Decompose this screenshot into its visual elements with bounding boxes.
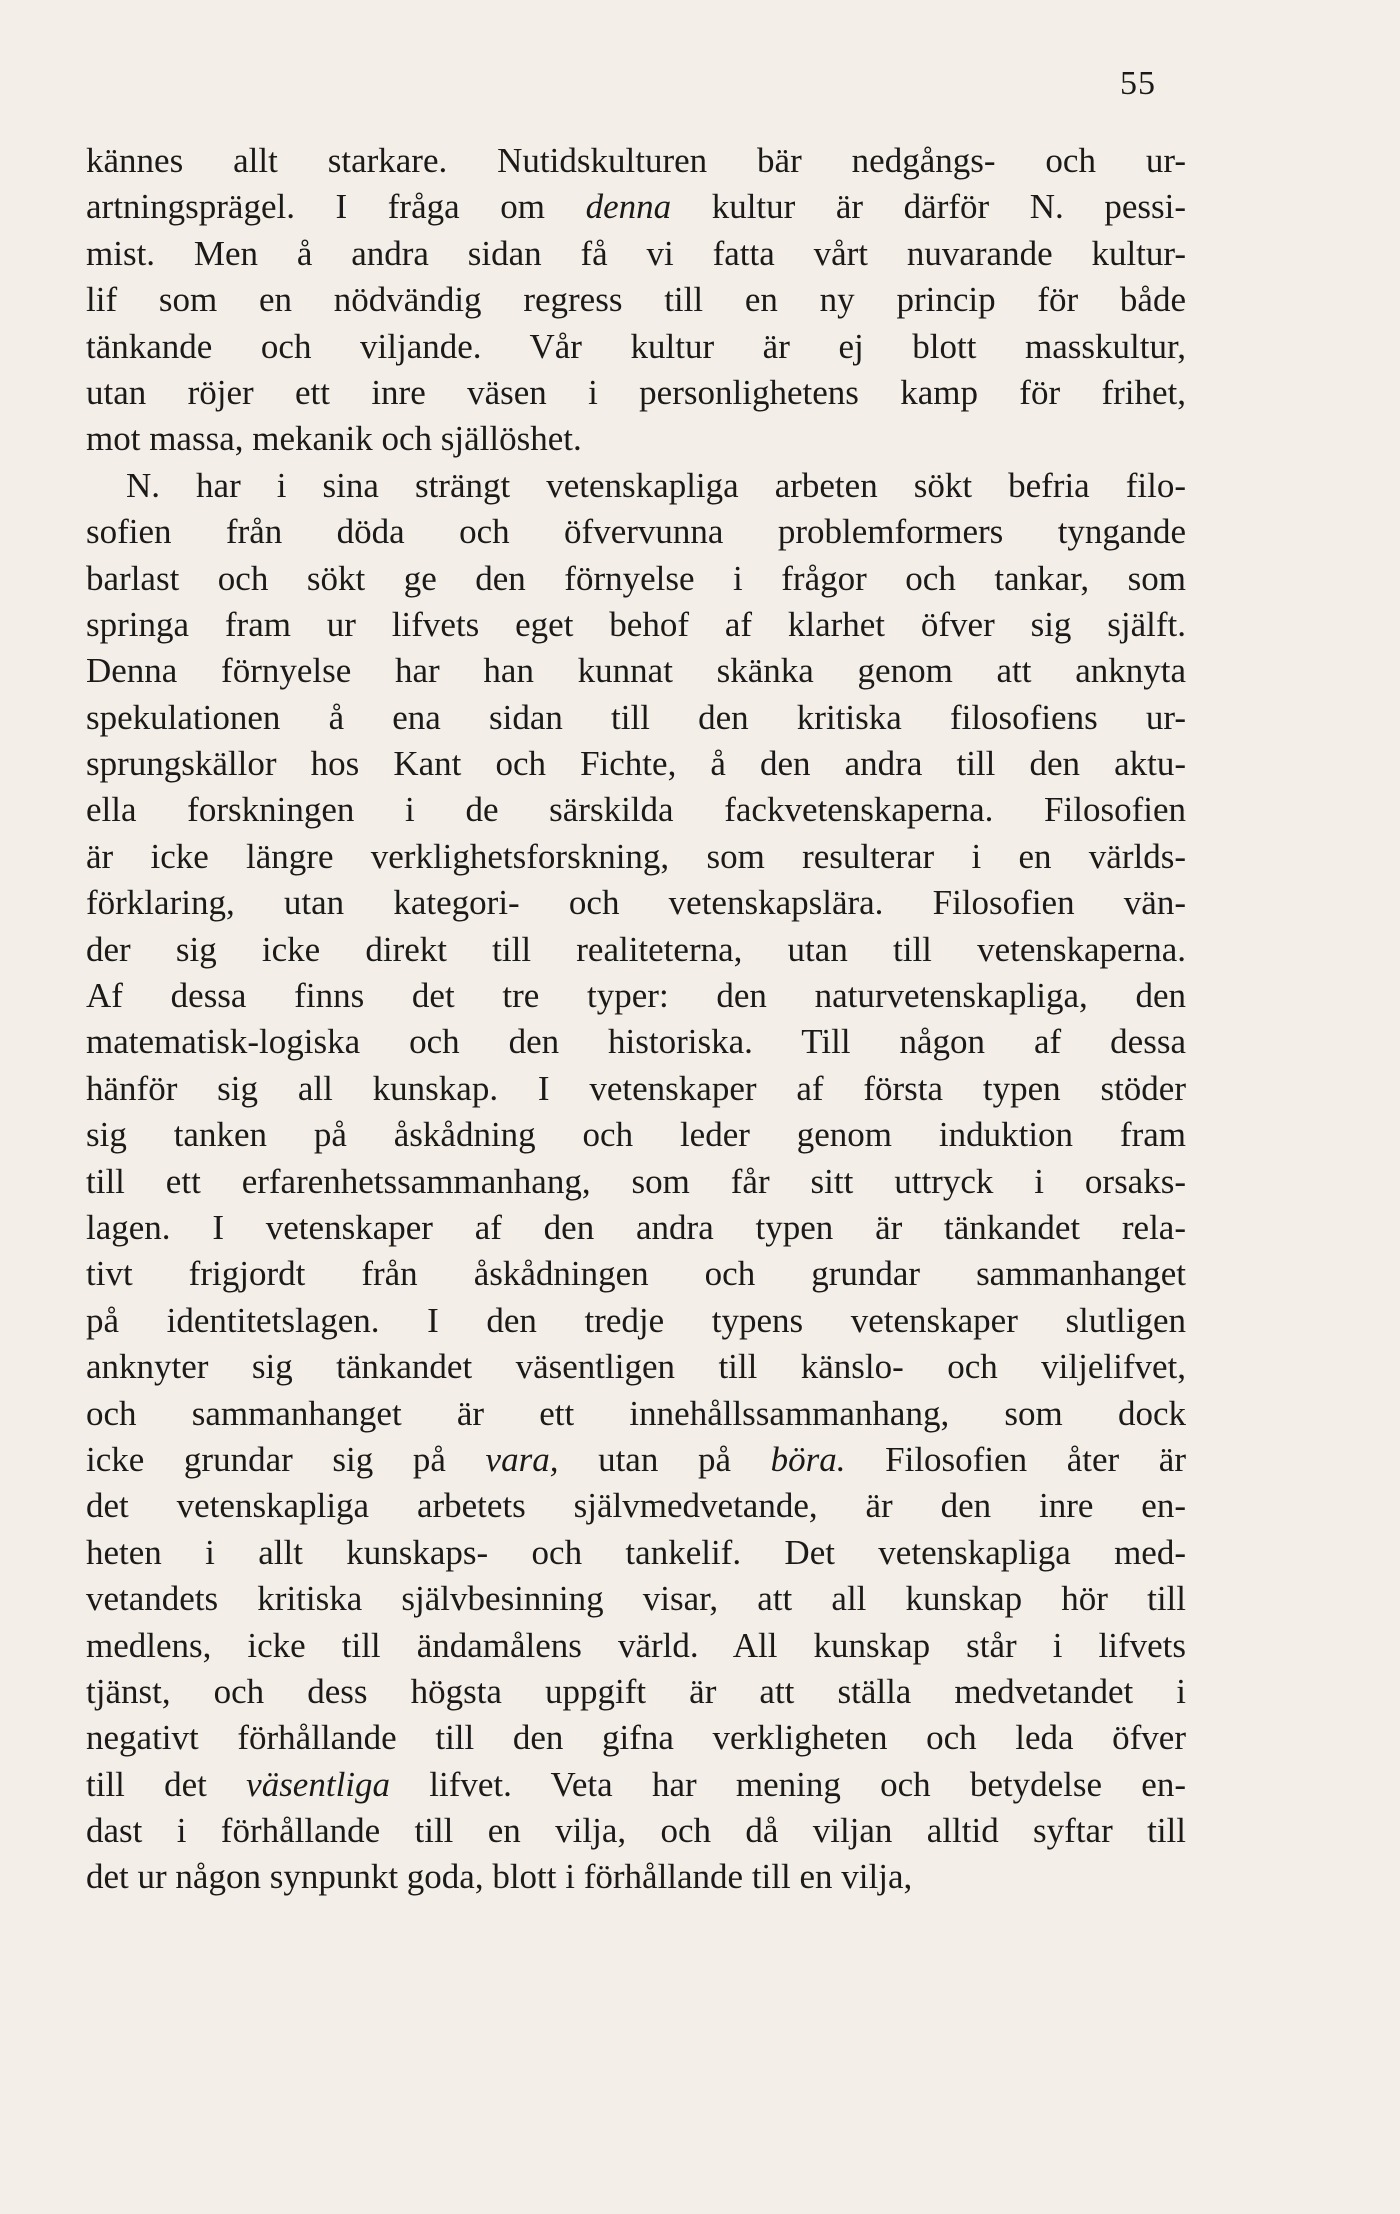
paragraph: [86, 463, 1186, 1901]
text-run: och sammanhanget är ett innehållssammanhang, som dock: [86, 1393, 1186, 1433]
text-line: [86, 1205, 1186, 1251]
text-line: [86, 1019, 1186, 1065]
text-line: [86, 184, 1186, 230]
text-run: Af dessa finns det tre typer: den naturvetenskapliga, den: [86, 976, 1186, 1016]
text-run: mist. Men å andra sidan få vi fatta vårt nuvarande kultur-: [86, 233, 1186, 273]
text-line: [86, 973, 1186, 1019]
text-run: heten i allt kunskaps- och tankelif. Det vetenskapliga med-: [86, 1532, 1186, 1572]
text-line: [86, 556, 1186, 602]
text-line: [86, 1762, 1186, 1808]
text-run: sofien från döda och öfvervunna problemformers tyngande: [86, 512, 1186, 552]
text-line: [86, 1483, 1186, 1529]
text-line: [86, 1437, 1186, 1483]
text-run: tivt frigjordt från åskådningen och grundar sammanhanget: [86, 1254, 1186, 1294]
text-run: tjänst, och dess högsta uppgift är att ställa medvetandet i: [86, 1671, 1186, 1711]
text-line: [86, 741, 1186, 787]
text-run: springa fram ur lifvets eget behof af klarhet öfver sig själft.: [86, 604, 1186, 644]
body-text: [86, 138, 1186, 1901]
text-run: icke grundar sig på: [86, 1439, 486, 1479]
text-run: lagen. I vetenskaper af den andra typen är tänkandet rela-: [86, 1207, 1186, 1247]
italic-text-run: vara,: [485, 1439, 559, 1479]
text-run: Filosofien åter är: [845, 1439, 1186, 1479]
text-line: [86, 1808, 1186, 1854]
text-run: till det: [86, 1764, 247, 1804]
text-run: det ur någon synpunkt goda, blott i förhållande till en vilja,: [86, 1857, 913, 1897]
text-line: [86, 509, 1186, 555]
text-run: der sig icke direkt till realiteterna, utan till vetenskaperna.: [86, 929, 1186, 969]
text-run: matematisk-logiska och den historiska. Till någon af dessa: [86, 1022, 1186, 1062]
page-number: 55: [1120, 65, 1156, 102]
italic-text-run: denna: [585, 187, 672, 227]
text-line: [86, 463, 1186, 509]
text-line: [86, 880, 1186, 926]
text-line: [86, 1159, 1186, 1205]
text-run: är icke längre verklighetsforskning, som resulterar i en världs-: [86, 836, 1186, 876]
text-line: [86, 1251, 1186, 1297]
text-line: [86, 602, 1186, 648]
text-run: negativt förhållande till den gifna verkligheten och leda öfver: [86, 1718, 1186, 1758]
text-line: [86, 138, 1186, 184]
text-line: [86, 648, 1186, 694]
text-run: vetandets kritiska självbesinning visar, att all kunskap hör till: [86, 1579, 1186, 1619]
text-run: på identitetslagen. I den tredje typens vetenskaper slutligen: [86, 1300, 1186, 1340]
text-line: [86, 787, 1186, 833]
text-line: [86, 1112, 1186, 1158]
text-line: [86, 1854, 1186, 1900]
text-run: hänför sig all kunskap. I vetenskaper af första typen stöder: [86, 1068, 1186, 1108]
text-run: sprungskällor hos Kant och Fichte, å den andra till den aktu-: [86, 744, 1186, 784]
text-run: anknyter sig tänkandet väsentligen till känslo- och viljelifvet,: [86, 1347, 1186, 1387]
text-run: sig tanken på åskådning och leder genom induktion fram: [86, 1115, 1186, 1155]
text-run: utan på: [558, 1439, 771, 1479]
text-run: Denna förnyelse har han kunnat skänka genom att anknyta: [86, 651, 1186, 691]
text-line: [86, 277, 1186, 323]
text-line: [86, 1530, 1186, 1576]
text-run: utan röjer ett inre väsen i personlighetens kamp för frihet,: [86, 372, 1186, 412]
text-run: ella forskningen i de särskilda fackvetenskaperna. Filosofien: [86, 790, 1186, 830]
text-line: [86, 1715, 1186, 1761]
italic-text-run: böra.: [770, 1439, 846, 1479]
text-line: [86, 1576, 1186, 1622]
text-line: [86, 834, 1186, 880]
text-line: [86, 695, 1186, 741]
text-line: [86, 927, 1186, 973]
text-run: kännes allt starkare. Nutidskulturen bär nedgångs- och ur-: [86, 141, 1186, 180]
text-run: tänkande och viljande. Vår kultur är ej blott masskultur,: [86, 326, 1186, 366]
text-run: dast i förhållande till en vilja, och då viljan alltid syftar till: [86, 1811, 1186, 1851]
text-run: till ett erfarenhetssammanhang, som får sitt uttryck i orsaks-: [86, 1161, 1186, 1201]
text-run: kultur är därför N. pessi-: [671, 187, 1187, 227]
text-line: [86, 370, 1186, 416]
text-run: spekulationen å ena sidan till den kritiska filosofiens ur-: [86, 697, 1186, 737]
text-run: N. har i sina strängt vetenskapliga arbeten sökt befria filo-: [126, 465, 1186, 505]
text-run: barlast och sökt ge den förnyelse i frågor och tankar, som: [86, 558, 1186, 598]
text-run: det vetenskapliga arbetets självmedvetande, är den inre en-: [86, 1486, 1186, 1526]
text-run: lif som en nödvändig regress till en ny princip för både: [86, 280, 1186, 320]
text-run: lifvet. Veta har mening och betydelse en-: [390, 1764, 1186, 1804]
text-line: [86, 1344, 1186, 1390]
text-line: [86, 1066, 1186, 1112]
text-run: förklaring, utan kategori- och vetenskapslära. Filosofien vän-: [86, 883, 1186, 923]
text-line: [86, 1298, 1186, 1344]
italic-text-run: väsentliga: [246, 1764, 391, 1804]
text-line: [86, 1669, 1186, 1715]
text-run: medlens, icke till ändamålens värld. All kunskap står i lifvets: [86, 1625, 1186, 1665]
text-run: mot massa, mekanik och själlöshet.: [86, 419, 582, 459]
text-line: [86, 1391, 1186, 1437]
text-line: [86, 231, 1186, 277]
text-run: artningsprägel. I fråga om: [86, 187, 586, 227]
text-line: [86, 416, 1186, 462]
text-line: [86, 324, 1186, 370]
paragraph: [86, 138, 1186, 463]
text-line: [86, 1623, 1186, 1669]
